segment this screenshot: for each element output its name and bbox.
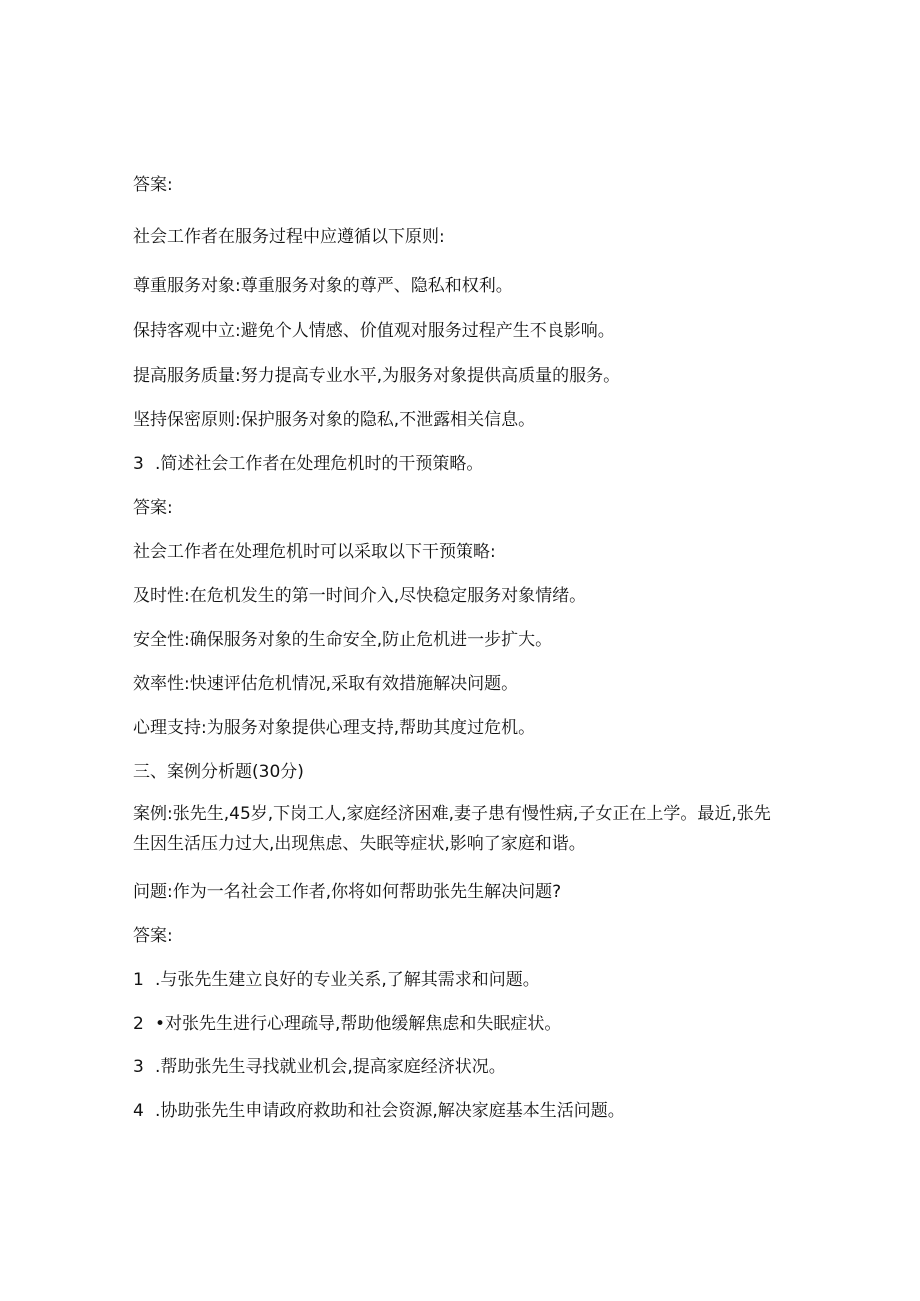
strategy-item: 及时性:在危机发生的第一时间介入,尽快稳定服务对象情绪。 [133,586,587,606]
question-text: .简述社会工作者在处理危机时的干预策略。 [155,454,484,474]
step-number: 1 [133,970,144,990]
question-number: 3 [133,454,144,474]
principle-item: 坚持保密原则:保护服务对象的隐私,不泄露相关信息。 [133,410,536,430]
question-3 [133,453,793,475]
principle-item: 提高服务质量:努力提高专业水平,为服务对象提供高质量的服务。 [133,366,621,386]
answer-label: 答案: [133,498,173,518]
answer-label: 答案: [133,926,173,946]
strategy-item: 心理支持:为服务对象提供心理支持,帮助其度过危机。 [133,718,536,738]
step-text: .帮助张先生寻找就业机会,提高家庭经济状况。 [155,1057,506,1077]
strategies-intro: 社会工作者在处理危机时可以采取以下干预策略: [133,542,496,562]
strategy-item: 安全性:确保服务对象的生命安全,防止危机进一步扩大。 [133,630,553,650]
step-number: 3 [133,1057,144,1077]
answer-label: 答案: [133,175,173,195]
case-paragraph: 案例:张先生,45岁,下岗工人,家庭经济困难,妻子患有慢性病,子女正在上学。最近,张先生因生活压力过大,出现焦虑、失眠等症状,影响了家庭和谐。 [133,804,771,854]
step-number: 4 [133,1101,144,1121]
principle-item: 尊重服务对象:尊重服务对象的尊严、隐私和权利。 [133,276,513,296]
answer-step [133,1056,793,1078]
answer-step [133,1013,793,1035]
principles-intro: 社会工作者在服务过程中应遵循以下原则: [133,227,445,247]
case-question: 问题:作为一名社会工作者,你将如何帮助张先生解决问题? [133,882,562,902]
step-text: .与张先生建立良好的专业关系,了解其需求和问题。 [155,970,540,990]
step-text: .协助张先生申请政府救助和社会资源,解决家庭基本生活问题。 [155,1101,625,1121]
principle-item: 保持客观中立:避免个人情感、价值观对服务过程产生不良影响。 [133,321,615,341]
answer-step [133,1100,793,1122]
strategy-item: 效率性:快速评估危机情况,采取有效措施解决问题。 [133,674,519,694]
step-text: •对张先生进行心理疏导,帮助他缓解焦虑和失眠症状。 [155,1014,562,1034]
answer-step [133,969,793,991]
section-title: 三、案例分析题(30分) [133,762,304,782]
step-number: 2 [133,1014,144,1034]
